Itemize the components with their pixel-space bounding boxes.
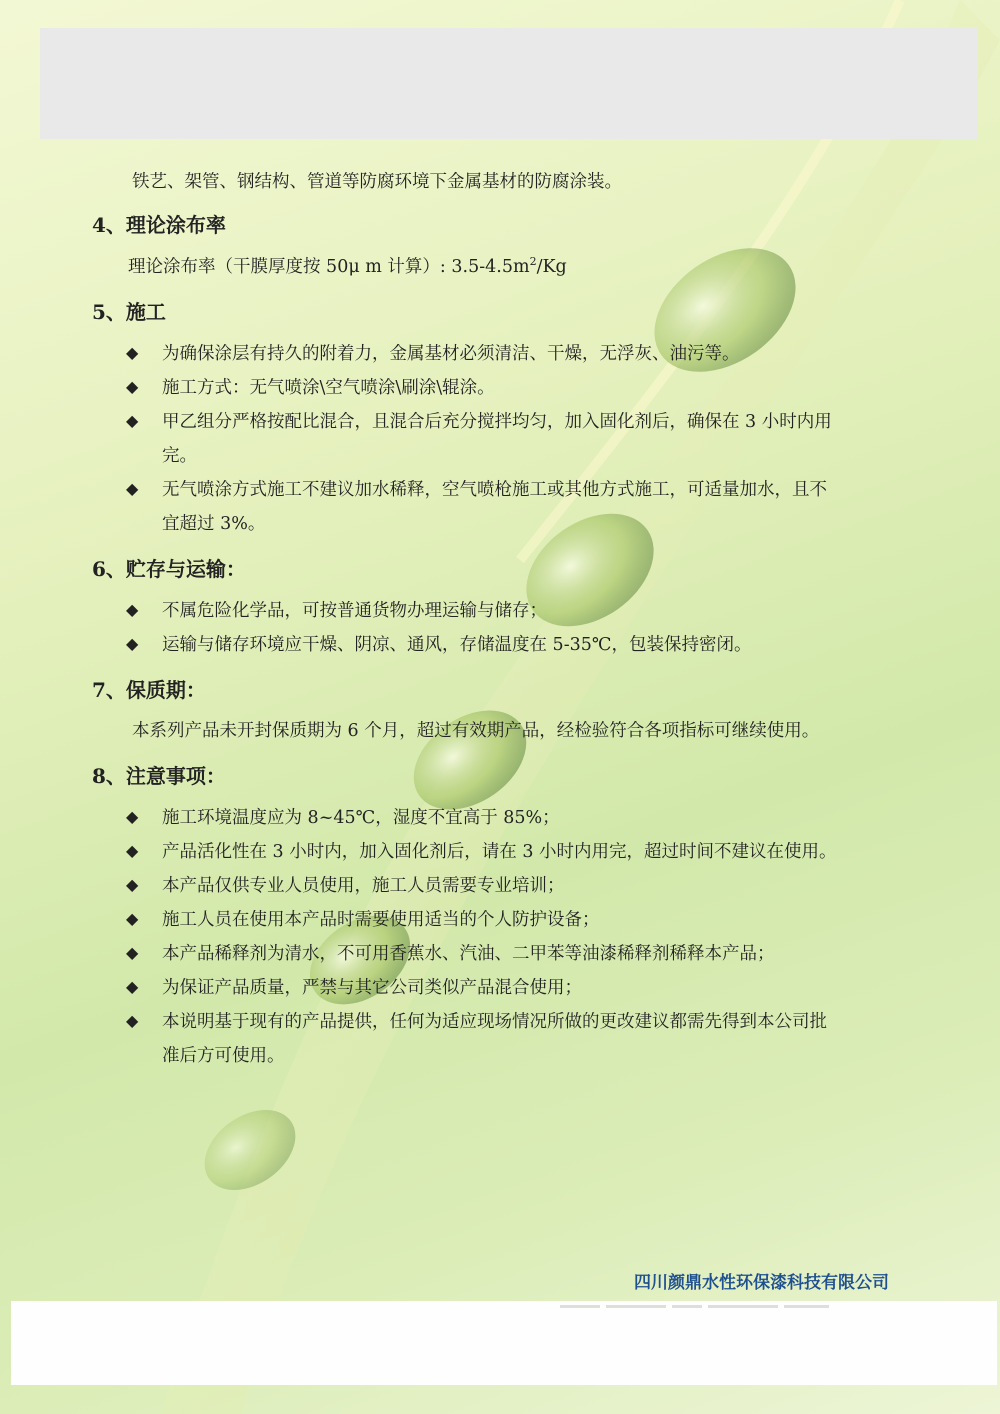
list-item: 施工人员在使用本产品时需要使用适当的个人防护设备； (162, 910, 600, 930)
diamond-bullet-icon: ◆ (126, 943, 139, 962)
list-item-continuation: 完。 (162, 446, 197, 466)
section-6-title: 6、贮存与运输： (92, 557, 246, 581)
company-name: 四川颜鼎水性环保漆科技有限公司 (634, 1273, 889, 1293)
faint-footer-strokes (560, 1296, 860, 1304)
list-item: 本产品稀释剂为清水，不可用香蕉水、汽油、二甲苯等油漆稀释剂稀释本产品； (162, 944, 775, 964)
diamond-bullet-icon: ◆ (126, 411, 139, 430)
section-5-title: 5、施工 (92, 300, 166, 324)
list-item: 无气喷涂方式施工不建议加水稀释，空气喷枪施工或其他方式施工，可适量加水，且不 (162, 480, 827, 500)
list-item-continuation: 宜超过 3%。 (162, 514, 266, 534)
diamond-bullet-icon: ◆ (126, 600, 139, 619)
diamond-bullet-icon: ◆ (126, 1011, 139, 1030)
diamond-bullet-icon: ◆ (126, 343, 139, 362)
list-item: 甲乙组分严格按配比混合，且混合后充分搅拌均匀，加入固化剂后，确保在 3 小时内用 (162, 412, 832, 432)
coverage-rate-text: 理论涂布率（干膜厚度按 50μ m 计算）: $3.5-4.5m^2/Kg$ (128, 255, 567, 277)
diamond-bullet-icon: ◆ (126, 479, 139, 498)
list-item: 产品活化性在 3 小时内，加入固化剂后，请在 3 小时内用完，超过时间不建议在使用。 (162, 842, 837, 862)
section-7-title: 7、保质期： (92, 678, 206, 702)
intro-text: 铁艺、架管、钢结构、管道等防腐环境下金属基材的防腐涂装。 (132, 172, 622, 192)
list-item: 施工方式：无气喷涂\空气喷涂\刷涂\辊涂。 (162, 378, 495, 398)
diamond-bullet-icon: ◆ (126, 807, 139, 826)
section-4-title: 4、理论涂布率 (92, 213, 226, 237)
list-item: 运输与储存环境应干燥、阴凉、通风，存储温度在 5-35℃，包装保持密闭。 (162, 635, 752, 655)
list-item: 为确保涂层有持久的附着力，金属基材必须清洁、干燥，无浮灰、油污等。 (162, 344, 740, 364)
list-item: 为保证产品质量，严禁与其它公司类似产品混合使用； (162, 978, 582, 998)
diamond-bullet-icon: ◆ (126, 377, 139, 396)
diamond-bullet-icon: ◆ (126, 909, 139, 928)
list-item: 施工环境温度应为 8~45℃，湿度不宜高于 85%； (162, 808, 560, 828)
header-blank-area (40, 28, 978, 139)
list-item: 本产品仅供专业人员使用，施工人员需要专业培训； (162, 876, 565, 896)
diamond-bullet-icon: ◆ (126, 977, 139, 996)
diamond-bullet-icon: ◆ (126, 875, 139, 894)
footer-blank-area (11, 1301, 997, 1385)
section-8-title: 8、注意事项： (92, 764, 226, 788)
list-item: 不属危险化学品，可按普通货物办理运输与储存； (162, 601, 547, 621)
shelf-life-text: 本系列产品未开封保质期为 6 个月，超过有效期产品，经检验符合各项指标可继续使用。 (132, 721, 820, 741)
diamond-bullet-icon: ◆ (126, 841, 139, 860)
diamond-bullet-icon: ◆ (126, 634, 139, 653)
list-item-continuation: 准后方可使用。 (162, 1046, 285, 1066)
list-item: 本说明基于现有的产品提供，任何为适应现场情况所做的更改建议都需先得到本公司批 (162, 1012, 827, 1032)
